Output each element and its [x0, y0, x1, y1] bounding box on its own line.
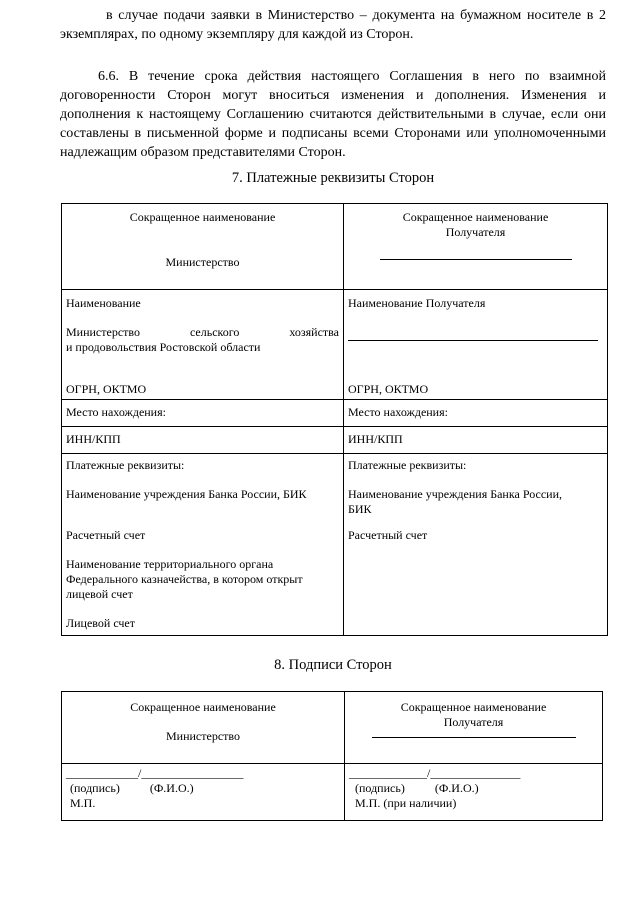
ministry-location-cell — [62, 400, 344, 427]
ministry-signature-header-cell — [62, 692, 345, 764]
recipient-short-name-underline — [380, 259, 572, 260]
bank-label-line1: Наименование учреждения Банка России, — [348, 487, 562, 501]
location-label: Место нахождения: — [348, 405, 448, 419]
paragraph-text: 6.6. В течение срока действия настоящего Соглашения в него по взаимной договоренности Сторон могут вноситься изменения и дополнения. Изменения и дополнения к настоящему Соглашению считаются действительными в случае, если они составлены в письменной форме и подписаны всеми Сторонами или уполномоченными надлежащим образом представителями Сторон. — [60, 69, 606, 160]
recipient-inn-cell — [344, 427, 608, 454]
location-label: Место нахождения: — [66, 405, 166, 419]
name-label: Наименование — [66, 296, 141, 310]
account-label: Расчетный счет — [348, 528, 428, 542]
recipient-name-cell — [344, 290, 608, 400]
treasury-label-line1: Наименование территориального органа — [66, 557, 274, 571]
signature-caption: (подпись) (Ф.И.О.) — [355, 781, 479, 795]
ministry-inn-cell — [62, 427, 344, 454]
signature-caption: (подпись) (Ф.И.О.) — [70, 781, 194, 795]
short-name-value: Министерство — [166, 729, 240, 743]
recipient-signature-cell — [345, 764, 603, 821]
inn-kpp-label: ИНН/КПП — [66, 432, 121, 446]
signatures-table — [61, 691, 603, 821]
bank-label: Наименование учреждения Банка России, БИК — [66, 487, 307, 501]
treasury-label-line2: Федерального казначейства, в котором открыт — [66, 572, 303, 586]
ministry-full-name-line1: Министерство сельского хозяйства — [66, 325, 339, 339]
short-name-label: Сокращенное наименование — [402, 210, 549, 224]
recipient-signature-header-cell — [345, 692, 603, 764]
recipient-short-name-cell — [344, 204, 608, 290]
short-name-label-recipient: Получателя — [443, 715, 504, 729]
payment-details-table — [61, 203, 608, 636]
paragraph-text: в случае подачи заявки в Министерство – документа на бумажном носителе в 2 экземплярах, по одному экземпляру для каждой из Сторон. — [60, 8, 606, 42]
recipient-short-name-underline — [372, 737, 576, 738]
ogrn-oktmo-label: ОГРН, ОКТМО — [66, 382, 147, 396]
section-7-title: 7. Платежные реквизиты Сторон — [231, 170, 435, 186]
short-name-label: Сокращенное наименование — [400, 700, 547, 714]
payment-details-label: Платежные реквизиты: — [348, 458, 467, 472]
ministry-name-cell — [62, 290, 344, 400]
section-8-title: 8. Подписи Сторон — [274, 657, 392, 673]
personal-account-label: Лицевой счет — [66, 616, 136, 630]
signature-line: ____________/_________________ — [66, 766, 244, 780]
short-name-value: Министерство — [165, 255, 240, 269]
recipient-name-underline — [348, 340, 598, 341]
recipient-name-label: Наименование Получателя — [348, 296, 486, 310]
paragraph-submission — [60, 6, 606, 44]
treasury-label-line3: лицевой счет — [66, 587, 133, 601]
short-name-label-recipient: Получателя — [445, 225, 506, 239]
ministry-signature-cell — [62, 764, 345, 821]
stamp-label: М.П. (при наличии) — [355, 796, 457, 810]
signature-line: _____________/_______________ — [349, 766, 521, 780]
ministry-full-name-line2: и продовольствия Ростовской области — [66, 340, 261, 354]
short-name-label: Сокращенное наименование — [129, 210, 276, 224]
stamp-label: М.П. — [70, 796, 96, 810]
inn-kpp-label: ИНН/КПП — [348, 432, 403, 446]
ogrn-oktmo-label: ОГРН, ОКТМО — [348, 382, 429, 396]
payment-details-label: Платежные реквизиты: — [66, 458, 185, 472]
paragraph-6-6 — [60, 67, 606, 162]
ministry-payment-cell — [62, 454, 344, 636]
short-name-label: Сокращенное наименование — [130, 700, 276, 714]
bank-label-line2: БИК — [348, 502, 372, 516]
ministry-short-name-cell — [62, 204, 344, 290]
recipient-location-cell — [344, 400, 608, 427]
recipient-payment-cell — [344, 454, 608, 636]
account-label: Расчетный счет — [66, 528, 146, 542]
